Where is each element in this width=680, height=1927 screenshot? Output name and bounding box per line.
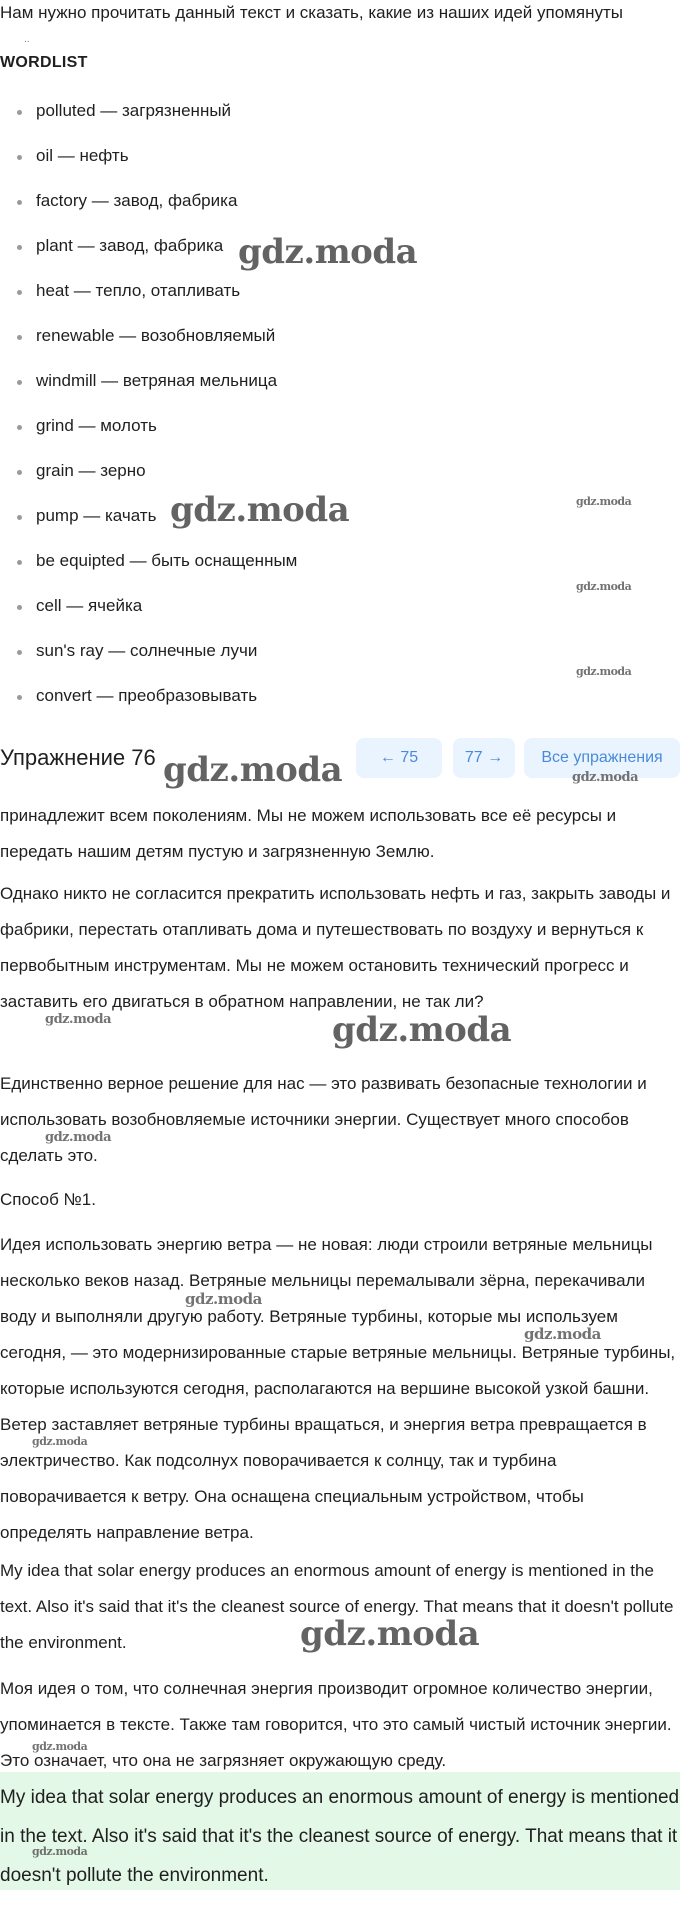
wordlist-entry: grain — зерно [36,461,146,480]
watermark: gdz.moda [300,1614,480,1654]
watermark: gdz.moda [185,1290,262,1308]
wordlist-entry: factory — завод, фабрика [36,191,238,210]
wordlist-title: WORDLIST [0,54,88,71]
dots-mark: .. [24,34,30,45]
watermark: gdz.moda [32,1435,88,1448]
bullet-icon [17,155,22,160]
paragraph: Моя идея о том, что солнечная энергия производит огромное количество энергии, упоминается в тексте. Также там говорится, что это самый чистый источник энергии. Это означает, что она не загрязняет окружающую среду. [0,1679,672,1770]
bullet-icon [17,605,22,610]
next-exercise-button[interactable]: 77 → [453,738,515,778]
list-item [0,325,297,370]
list-item [0,685,297,730]
wordlist-entry: oil — нефть [36,146,129,165]
list-item [0,640,297,685]
intro-text: Нам нужно прочитать данный текст и сказать, какие из наших идей упомянуты [0,3,623,22]
bullet-icon [17,335,22,340]
watermark: gdz.moda [576,495,632,508]
list-item [0,370,297,415]
bullet-icon [17,695,22,700]
paragraph: Однако никто не согласится прекратить использовать нефть и газ, закрыть заводы и фабрики, перестать отапливать дома и путешествовать по воздуху и вернуться к первобытным инструментам. Мы не можем остановить технический прогресс и заставить его двигаться в обратном направлении, не так ли? [0,884,671,1011]
bullet-icon [17,110,22,115]
bullet-icon [17,650,22,655]
list-item [0,190,297,235]
prev-exercise-button[interactable]: ← 75 [356,738,442,778]
bullet-icon [17,425,22,430]
watermark: gdz.moda [572,770,639,785]
bullet-icon [17,560,22,565]
bullet-icon [17,515,22,520]
wordlist-entry: plant — завод, фабрика [36,236,224,255]
list-item [0,415,297,460]
watermark: gdz.moda [576,665,632,678]
wordlist-entry: grind — молоть [36,416,157,435]
wordlist [0,100,297,730]
wordlist-entry: pump — качать [36,506,157,525]
watermark: gdz.moda [332,1010,512,1050]
watermark: gdz.moda [576,580,632,593]
exercise-title: Упражнение 76 [0,745,156,770]
watermark: gdz.moda [45,1130,112,1145]
bullet-icon [17,290,22,295]
list-item [0,145,297,190]
wordlist-entry: convert — преобразовывать [36,686,258,705]
bullet-icon [17,380,22,385]
bullet-icon [17,245,22,250]
list-item [0,100,297,145]
watermark: gdz.moda [45,1012,112,1027]
bullet-icon [17,200,22,205]
wordlist-entry: cell — ячейка [36,596,143,615]
watermark: gdz.moda [163,750,343,790]
wordlist-entry: renewable — возобновляемый [36,326,276,345]
wordlist-entry: sun's ray — солнечные лучи [36,641,258,660]
all-exercises-button[interactable]: Все упражнения [524,738,680,778]
watermark: gdz.moda [238,232,418,272]
bullet-icon [17,470,22,475]
list-item [0,280,297,325]
wordlist-entry: windmill — ветряная мельница [36,371,278,390]
paragraph: Идея использовать энергию ветра — не новая: люди строили ветряные мельницы несколько веков назад. Ветряные мельницы перемалывали зёрна, перекачивали воду и выполняли другую работу. Ветряные турбины, которые мы используем сегодня, — это модернизированные старые ветряные мельницы. Ветряные турбины, которые используются сегодня, располагаются на вершине высокой узкой башни. Ветер заставляет ветряные турбины вращаться, и энергия ветра превращается в электричество. Как подсолнух поворачивается к солнцу, так и турбина поворачивается к ветру. Она оснащена специальным устройством, чтобы определять направление ветра. [0,1235,676,1542]
watermark: gdz.moda [32,1845,88,1858]
highlighted-answer [0,1772,680,1890]
paragraph: Способ №1. [0,1190,96,1209]
highlighted-text: My idea that solar energy produces an enormous amount of energy is mentioned in the text. Also it's said that it's the cleanest source of energy. That means that it doesn't pollute the environment. [0,1787,680,1886]
watermark: gdz.moda [32,1740,88,1753]
paragraph: Единственно верное решение для нас — это развивать безопасные технологии и использовать возобновляемые источники энергии. Существует много способов сделать это. [0,1074,647,1165]
watermark: gdz.moda [170,490,350,530]
paragraph: My idea that solar energy produces an enormous amount of energy is mentioned in the text. Also it's said that it's the cleanest source of energy. That means that it doesn't pollute the environment. [0,1561,674,1652]
watermark: gdz.moda [524,1325,601,1343]
wordlist-entry: heat — тепло, отапливать [36,281,241,300]
wordlist-entry: be equipted — быть оснащенным [36,551,298,570]
list-item [0,595,297,640]
list-item [0,550,297,595]
wordlist-entry: polluted — загрязненный [36,101,232,120]
paragraph: принадлежит всем поколениям. Мы не можем использовать все её ресурсы и передать нашим детям пустую и загрязненную Землю. [0,806,617,861]
